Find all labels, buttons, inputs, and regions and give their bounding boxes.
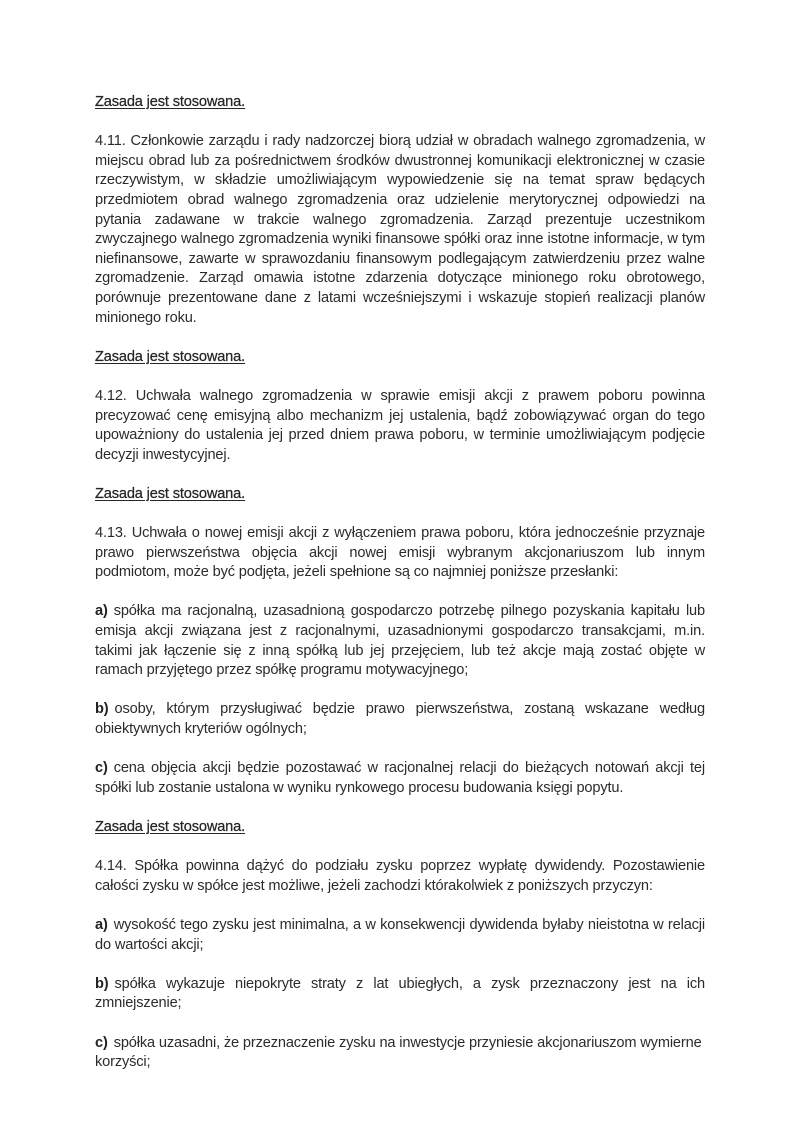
list-item-label: a) — [95, 603, 108, 620]
list-item — [95, 759, 705, 798]
section-4-11 — [95, 132, 705, 367]
list-item-label: b) — [95, 701, 109, 718]
list-item — [95, 602, 705, 680]
document-page — [95, 93, 705, 1092]
status-label: Zasada jest stosowana. — [95, 485, 246, 502]
status-label: Zasada jest stosowana. — [95, 348, 246, 365]
list-item-text: spółka wykazuje niepokryte straty z lat ubiegłych, a zysk przeznaczony jest na ich zmniejszenie; — [95, 975, 705, 1012]
list-item-label: a) — [95, 916, 108, 933]
list-item — [95, 700, 705, 739]
section-text: 4.11. Członkowie zarządu i rady nadzorczej biorą udział w obradach walnego zgromadzenia, w miejscu obrad lub za pośrednictwem środków dwustronnej komunikacji elektronicznej w czasie rzeczywistym, w składzie umożliwiającym wypowiedzenie się na temat spraw będących przedmiotem obrad walnego zgromadzenia oraz udzielenie merytorycznej odpowiedzi na pytania zadawane w trakcie walnego zgromadzenia. Zarząd prezentuje uczestnikom zwyczajnego walnego zgromadzenia wyniki finansowe spółki oraz inne istotne informacje, w tym niefinansowe, zawarte w sprawozdaniu finansowym podlegającym zatwierdzeniu przez walne zgromadzenie. Zarząd omawia istotne zdarzenia dotyczące minionego roku obrotowego, porównuje prezentowane dane z latami wcześniejszymi i wskazuje stopień realizacji planów minionego roku. — [95, 133, 705, 326]
section-text: 4.12. Uchwała walnego zgromadzenia w sprawie emisji akcji z prawem poboru powinna precyzować cenę emisyjną albo mechanizm jej ustalenia, bądź zobowiązywać organ do tego upoważniony do ustalenia jej przed dniem prawa poboru, w terminie umożliwiającym podjęcie decyzji inwestycyjnej. — [95, 387, 705, 463]
list-item-text: spółka ma racjonalną, uzasadnioną gospodarczo potrzebę pilnego pozyskania kapitału lub emisja akcji związana jest z racjonalnymi, uzasadnionymi gospodarczo transakcjami, m.in. takimi jak łączenie się z inną spółką lub jej przejęciem, lub też akcje mają zostać objęte w ramach przyjętego przez spółkę programu motywacyjnego; — [95, 603, 705, 679]
list-item-text: wysokość tego zysku jest minimalna, a w konsekwencji dywidenda byłaby nieistotna w relacji do wartości akcji; — [95, 916, 705, 953]
section-text: 4.13. Uchwała o nowej emisji akcji z wyłączeniem prawa poboru, która jednocześnie przyznaje prawo pierwszeństwa objęcia akcji nowej emisji wybranym akcjonariuszom lub innym podmiotom, może być podjęta, jeżeli spełnione są co najmniej poniższe przesłanki: — [95, 525, 705, 581]
list-item-label: c) — [95, 760, 108, 777]
section-4-13 — [95, 524, 705, 838]
list-item — [95, 916, 705, 955]
list-item — [95, 1034, 705, 1073]
list-item-text: cena objęcia akcji będzie pozostawać w racjonalnej relacji do bieżących notowań akcji tej spółki lub zostanie ustalona w wyniku rynkowego procesu budowania księgi popytu. — [95, 760, 705, 796]
status-label-top: Zasada jest stosowana. — [95, 94, 246, 110]
status-label: Zasada jest stosowana. — [95, 818, 246, 835]
section-text: 4.14. Spółka powinna dążyć do podziału zysku poprzez wypłatę dywidendy. Pozostawienie całości zysku w spółce jest możliwe, jeżeli zachodzi którakolwiek z poniższych przyczyn: — [95, 858, 705, 894]
list-item-label: b) — [95, 975, 109, 992]
list-item-label: c) — [95, 1034, 108, 1051]
list-item-text: osoby, którym przysługiwać będzie prawo pierwszeństwa, zostaną wskazane według obiektywnych kryteriów ogólnych; — [95, 701, 705, 737]
list-item-text: spółka uzasadni, że przeznaczenie zysku na inwestycje przyniesie akcjonariuszom wymierne korzyści; — [95, 1034, 702, 1071]
section-4-14 — [95, 857, 705, 1073]
section-4-12 — [95, 387, 705, 505]
list-item — [95, 975, 705, 1014]
